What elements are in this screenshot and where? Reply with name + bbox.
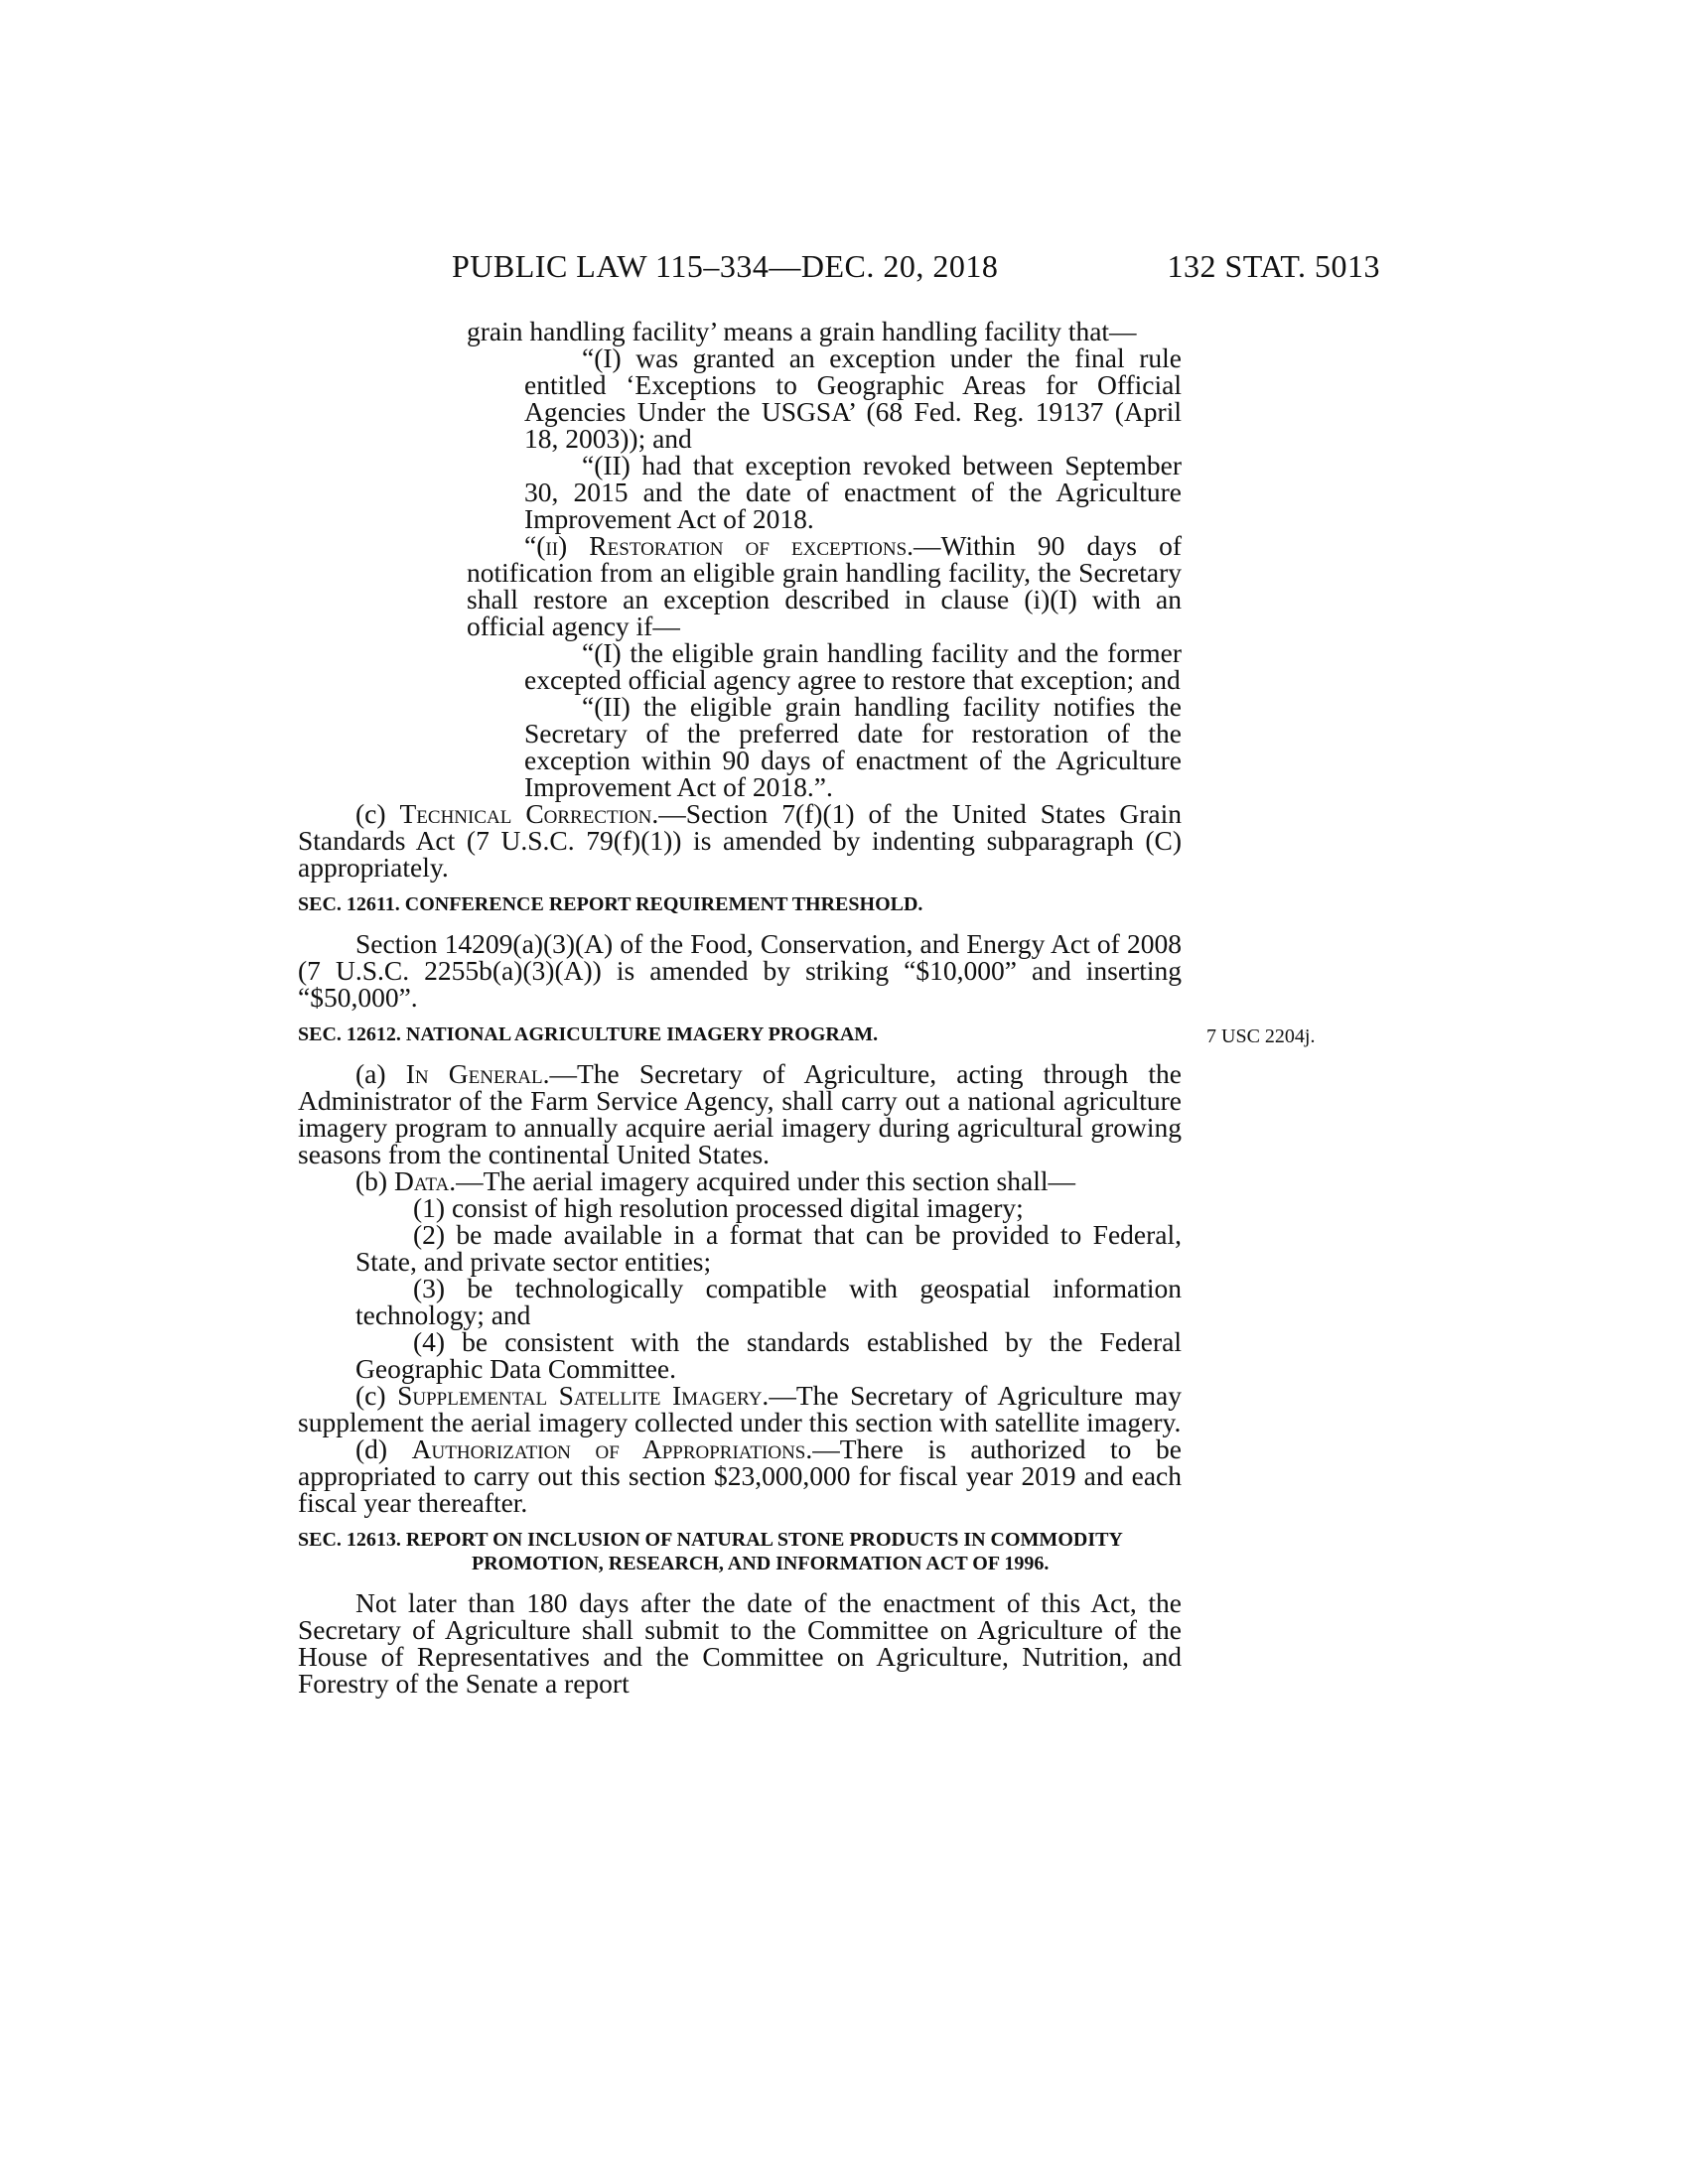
subclause-i-II: “(II) had that exception revoked between September 30, 2015 and the date of enactment of the Agriculture Improvement Act of 2018.	[524, 450, 1182, 534]
subsection-a-body: —The Secretary of Agriculture, acting through the Administrator of the Farm Service Agency, shall carry out a national agriculture imagery program to annually acquire aerial imagery during agricultural growing seasons from the continental United States.	[298, 1058, 1183, 1169]
subsection-a-heading: In General.	[405, 1058, 550, 1089]
subclause-ii-II: “(II) the eligible grain handling facility notifies the Secretary of the preferred date for restoration of the exception within 90 days of enactment of the Agriculture Improvement Act of 2018.”.	[524, 691, 1182, 802]
paragraph-b-3: (3) be technologically compatible with geospatial information technology; and	[355, 1273, 1182, 1330]
subsection-c	[298, 800, 1182, 881]
subsection-d-label: (d)	[355, 1433, 412, 1464]
clause-ii	[298, 532, 1182, 639]
page-number: 132 STAT. 5013	[1167, 248, 1380, 284]
subclause-i-I: “(I) was granted an exception under the final rule entitled ‘Exceptions to Geographic Areas for Official Agencies Under the USGSA’ (68 Fed. Reg. 19137 (April 18, 2003)); and	[524, 342, 1182, 454]
subsection-b-heading: Data.	[393, 1165, 457, 1196]
section-12612-title: SEC. 12612. NATIONAL AGRICULTURE IMAGERY PROGRAM.	[298, 1024, 879, 1045]
clause-ii-body: —Within 90 days of notification from an eligible grain handling facility, the Secretary shall restore an exception described in clause (i)(I) with an official agency if—	[467, 530, 1182, 641]
page-header	[452, 248, 1380, 288]
section-12613-text: Not later than 180 days after the date of the enactment of this Act, the Secretary of Agriculture shall submit to the Committee on Agriculture of the House of Representatives and the Committee on Agriculture, Nutrition, and Forestry of the Senate a report	[298, 1587, 1182, 1699]
subsection-b-label: (b)	[355, 1165, 394, 1196]
subsection-c2-heading: Supplemental Satellite Imagery.	[397, 1380, 770, 1411]
subsection-c2-label: (c)	[355, 1380, 398, 1411]
margin-citation: 7 USC 2204j.	[1206, 1025, 1316, 1047]
subsection-d	[298, 1435, 1182, 1516]
section-12612-heading	[298, 1023, 1316, 1047]
subsection-c2-body: —The Secretary of Agriculture may supplement the aerial imagery collected under this section with satellite imagery.	[298, 1380, 1183, 1437]
subsection-c-satellite	[298, 1382, 1182, 1435]
section-12611-text: Section 14209(a)(3)(A) of the Food, Conservation, and Energy Act of 2008 (7 U.S.C. 2255b(a)(3)(A)) is amended by striking “$10,000” and inserting “$50,000”.	[298, 928, 1182, 1013]
subsection-a	[298, 1060, 1182, 1167]
subsection-a-label: (a)	[355, 1058, 406, 1089]
subsection-d-body: —There is authorized to be appropriated to carry out this section $23,000,000 for fiscal year 2019 and each fiscal year thereafter.	[298, 1433, 1182, 1518]
subsection-d-heading: Authorization of Appropriations.	[411, 1433, 813, 1464]
clause-ii-heading: “(ii) Restoration of exceptions.	[524, 530, 914, 561]
subclause-ii-I: “(I) the eligible grain handling facility and the former excepted official agency agree to restore that exception; and	[524, 637, 1182, 695]
paragraph-b-2: (2) be made available in a format that can be provided to Federal, State, and private sector entities;	[355, 1219, 1182, 1277]
continued-paragraph: grain handling facility’ means a grain handling facility that—	[467, 316, 1137, 346]
running-head-title: PUBLIC LAW 115–334—DEC. 20, 2018	[452, 248, 999, 284]
subsection-c-label: (c)	[355, 798, 400, 829]
subsection-b	[298, 1167, 1182, 1194]
section-12613-heading: SEC. 12613. REPORT ON INCLUSION OF NATURAL STONE PRODUCTS IN COMMODITY PROMOTION, RESEARCH, AND INFORMATION ACT OF 1996.	[298, 1529, 1123, 1574]
subsection-b-body: —The aerial imagery acquired under this section shall—	[456, 1165, 1075, 1196]
paragraph-b-4: (4) be consistent with the standards established by the Federal Geographic Data Committee.	[355, 1326, 1182, 1384]
section-12611-heading: SEC. 12611. CONFERENCE REPORT REQUIREMENT THRESHOLD.	[298, 893, 923, 915]
subsection-c-body: —Section 7(f)(1) of the United States Grain Standards Act (7 U.S.C. 79(f)(1)) is amended by indenting subparagraph (C) appropriately.	[298, 798, 1182, 883]
paragraph-b-1: (1) consist of high resolution processed digital imagery;	[413, 1192, 1024, 1223]
subsection-c-heading: Technical Correction.	[399, 798, 659, 829]
page-body	[298, 316, 1316, 1699]
